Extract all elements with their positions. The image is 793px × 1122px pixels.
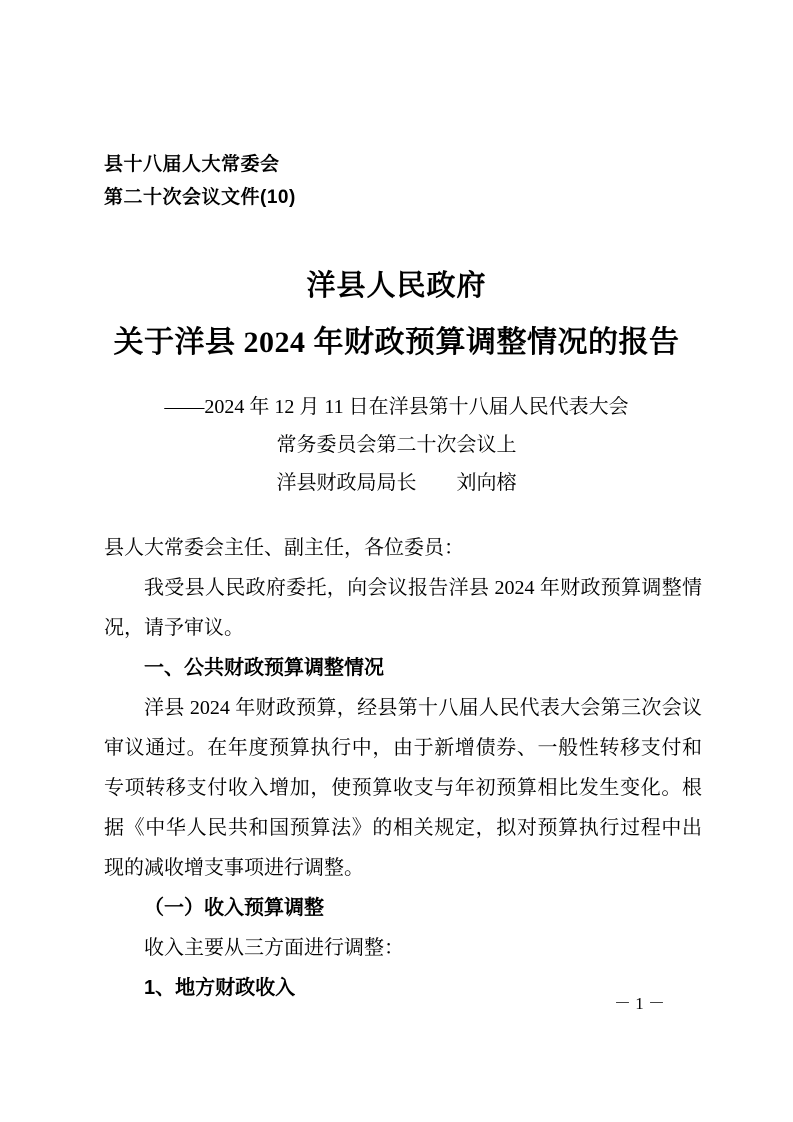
meeting-file-header bbox=[104, 148, 296, 214]
subtitle-occasion-line2: 常务委员会第二十次会议上 bbox=[276, 434, 517, 456]
page-number: － 1 － bbox=[614, 994, 665, 1013]
salutation: 县人大常委会主任、副主任，各位委员： bbox=[104, 537, 464, 559]
meeting-file-header-line2: 第二十次会议文件(10) bbox=[104, 187, 296, 208]
section1-heading: 一、公共财政预算调整情况 bbox=[144, 657, 384, 679]
title-block bbox=[0, 266, 793, 364]
subsection1-intro: 收入主要从三方面进行调整： bbox=[144, 937, 404, 959]
intro-paragraph: 我受县人民政府委托，向会议报告洋县 2024 年财政预算调整情况，请予审议。 bbox=[104, 577, 702, 639]
subtitle-occasion-line1: ——2024 年 12 月 11 日在洋县第十八届人民代表大会 bbox=[164, 396, 629, 418]
subtitle-presenter: 洋县财政局局长 刘向榕 bbox=[276, 472, 517, 494]
subtitle-block bbox=[0, 388, 793, 502]
document-title-report: 关于洋县 2024 年财政预算调整情况的报告 bbox=[113, 326, 680, 359]
document-title-org: 洋县人民政府 bbox=[306, 270, 487, 302]
document-body bbox=[104, 528, 702, 1008]
meeting-file-header-line1: 县十八届人大常委会 bbox=[104, 154, 280, 175]
section1-paragraph: 洋县 2024 年财政预算，经县第十八届人民代表大会第三次会议审议通过。在年度预算执行中，由于新增债券、一般性转移支付和专项转移支付收入增加，使预算收支与年初预算相比发生变化。根据《中华人民共和国预算法》的相关规定，拟对预算执行过程中出现的减收增支事项进行调整。 bbox=[104, 697, 702, 879]
item1-heading: 1、地方财政收入 bbox=[144, 977, 296, 999]
subsection1-heading: （一）收入预算调整 bbox=[144, 897, 324, 919]
